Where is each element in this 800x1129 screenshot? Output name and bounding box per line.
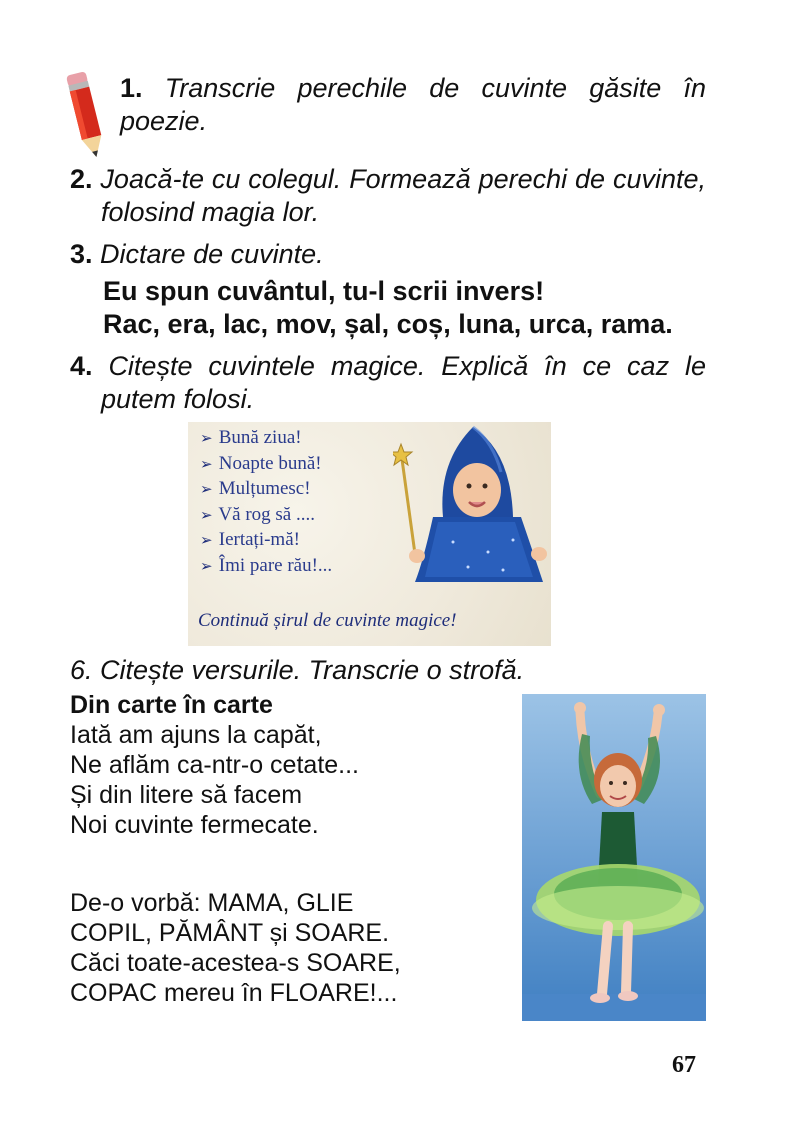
pencil-icon — [62, 66, 112, 164]
list-item: ➢ Noapte bună! — [200, 452, 332, 478]
poem-line: COPAC mereu în FLOARE!... — [70, 979, 398, 1007]
poem-line: Ne aflăm ca-ntr-o cetate... — [70, 751, 360, 779]
list-item: ➢ Vă rog să .... — [200, 503, 332, 529]
poem-line: De-o vorbă: MAMA, GLIE — [70, 889, 354, 917]
exercise-2-text: Joacă-te cu colegul. Formează perechi de cuvinte, folosind magia lor. — [100, 164, 706, 227]
exercise-1-number: 1. — [120, 73, 143, 103]
exercise-3-instruction: Eu spun cuvântul, tu-l scrii invers! — [103, 276, 545, 306]
arrow-bullet-icon: ➢ — [200, 533, 213, 549]
poem-line: COPIL, PĂMÂNT și SOARE. — [70, 919, 390, 947]
list-item: ➢ Mulțumesc! — [200, 477, 332, 503]
poem-line: Iată am ajuns la capăt, — [70, 721, 322, 749]
magic-words-caption: Continuă șirul de cuvinte magice! — [198, 610, 457, 631]
arrow-bullet-icon: ➢ — [200, 558, 213, 575]
exercise-4-number: 4. — [70, 351, 93, 381]
exercise-3-words: Rac, era, lac, mov, șal, coș, luna, urca, rama. — [103, 309, 673, 339]
list-item: ➢ Îmi pare rău!... — [200, 554, 332, 580]
magic-words-illustration — [188, 422, 551, 646]
magic-words-list — [200, 426, 332, 579]
exercise-3 — [70, 238, 730, 341]
child-wizard-photo — [393, 422, 551, 602]
exercise-1-text: Transcrie perechile de cuvinte găsite în poezie. — [120, 73, 706, 136]
poem-line: Și din litere să facem — [70, 781, 303, 809]
arrow-bullet-icon: ➢ — [200, 456, 213, 473]
exercise-3-number: 3. — [70, 239, 93, 269]
poem-stanza-2 — [70, 888, 401, 1008]
arrow-bullet-icon: ➢ — [200, 482, 213, 498]
girl-dancer-photo — [522, 694, 706, 1021]
poem-stanza-1 — [70, 720, 359, 840]
arrow-bullet-icon: ➢ — [200, 507, 213, 524]
exercise-6: 6. Citește versurile. Transcrie o strofă. — [70, 655, 525, 685]
exercise-2-number: 2. — [70, 164, 93, 194]
poem-title: Din carte în carte — [70, 691, 273, 719]
exercise-4 — [70, 350, 706, 416]
page-number: 67 — [672, 1052, 696, 1078]
poem-line: Noi cuvinte fermecate. — [70, 811, 319, 839]
list-item: ➢ Iertați-mă! — [200, 528, 332, 554]
arrow-bullet-icon: ➢ — [200, 431, 213, 447]
exercise-2 — [70, 163, 706, 229]
exercise-4-text: Citește cuvintele magice. Explică în ce caz le putem folosi. — [101, 351, 706, 414]
exercise-1 — [120, 72, 706, 138]
exercise-3-text: Dictare de cuvinte. — [100, 239, 324, 269]
poem-line: Căci toate-acestea-s SOARE, — [70, 949, 401, 977]
list-item: ➢ Bună ziua! — [200, 426, 332, 452]
